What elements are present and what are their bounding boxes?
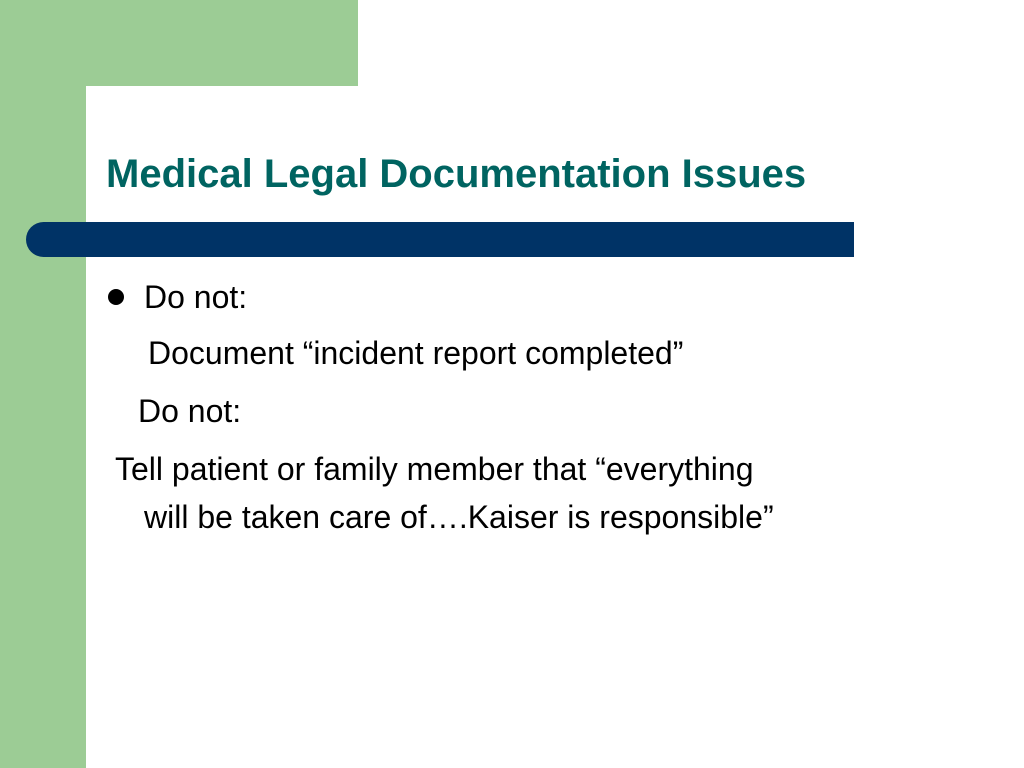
bullet-text-do-not: Do not: <box>144 279 248 315</box>
green-top-panel <box>0 0 358 86</box>
rounded-corner <box>86 86 146 146</box>
bullet-icon <box>108 289 124 305</box>
green-side-panel <box>0 0 86 768</box>
sub-text-tell-patient-line2: will be taken care of….Kaiser is responsible” <box>144 499 774 535</box>
sub-text-tell-patient-line1: Tell patient or family member that “everything <box>115 451 754 487</box>
title-underline-bar <box>26 222 854 257</box>
slide-title: Medical Legal Documentation Issues <box>106 152 807 196</box>
sub-text-do-not: Do not: <box>138 393 242 429</box>
sub-text-document-incident: Document “incident report completed” <box>148 335 684 371</box>
